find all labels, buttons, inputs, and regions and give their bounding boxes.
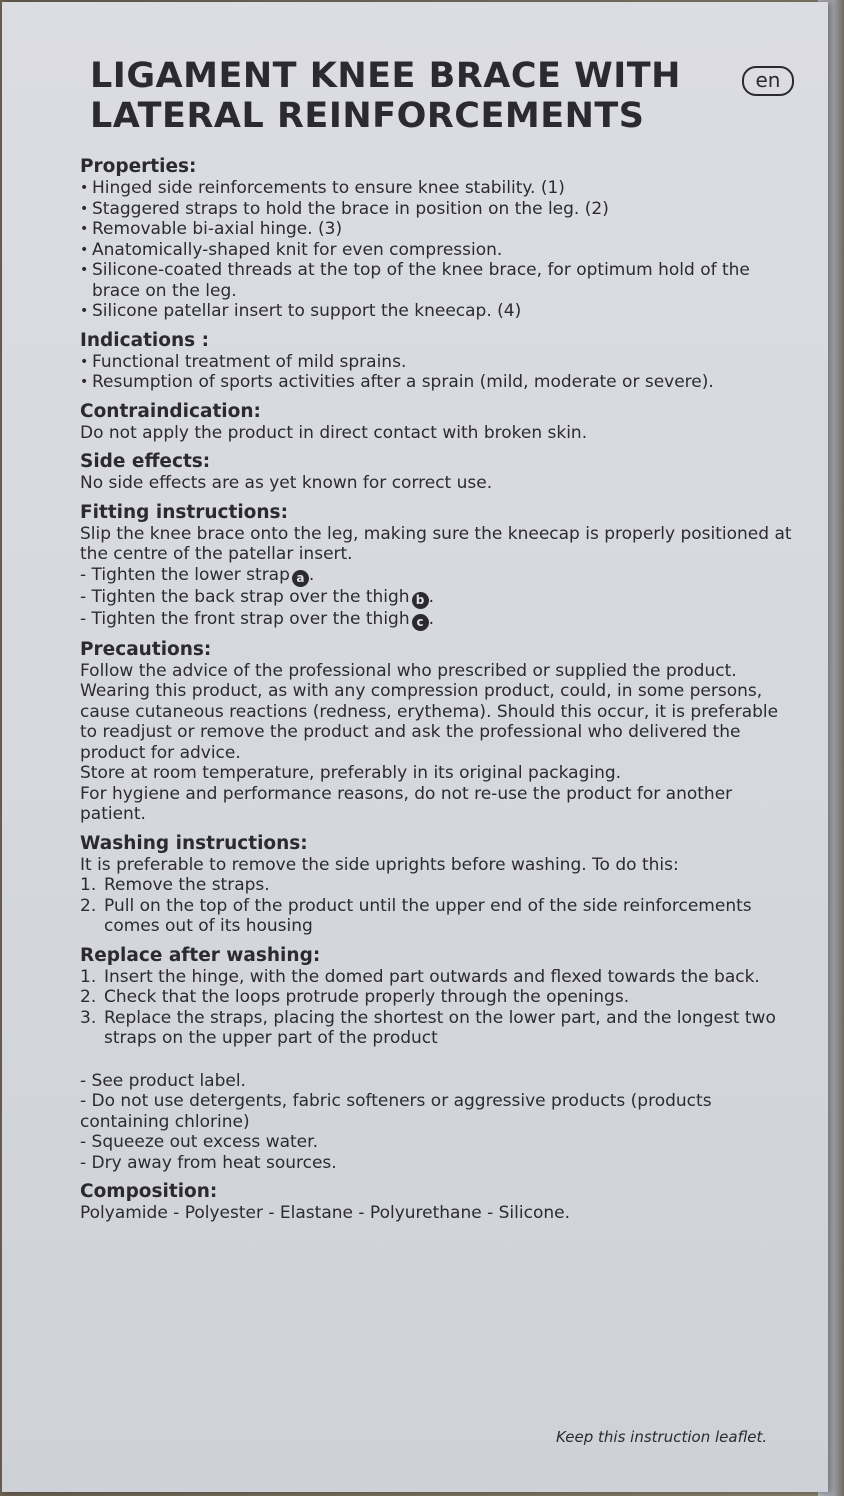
side-effects-section	[80, 451, 796, 494]
list-item: 2. Pull on the top of the product until the upper end of the side reinforcements comes out of its housing	[80, 895, 752, 936]
leaflet-content	[80, 56, 796, 1232]
list-item: • Functional treatment of mild sprains.	[80, 352, 796, 373]
side-effects-text: No side effects are as yet known for correct use.	[80, 473, 493, 493]
side-effects-heading: Side effects:	[80, 451, 211, 472]
list-item: • Removable bi-axial hinge. (3)	[80, 219, 796, 240]
fitting-step-text: - Tighten the lower strap	[80, 564, 290, 585]
composition-section	[80, 1181, 796, 1224]
list-item: • Silicone-coated threads at the top of the knee brace, for optimum hold of the brace on the leg.	[80, 260, 796, 301]
fitting-step-text: - Tighten the back strap over the thigh	[80, 586, 410, 607]
replace-heading: Replace after washing:	[80, 944, 321, 966]
step-text: Insert the hinge, with the domed part outwards and flexed towards the back.	[104, 966, 760, 987]
footer-note: Keep this instruction leaflet.	[556, 1428, 768, 1446]
precautions-section	[80, 639, 796, 825]
replace-section	[80, 945, 796, 1049]
washing-intro: It is preferable to remove the side uprights before washing. To do this:	[80, 854, 679, 875]
contraindication-text: Do not apply the product in direct contact with broken skin.	[80, 422, 588, 443]
contraindication-section	[80, 401, 796, 444]
fitting-step-text: - Tighten the front strap over the thigh	[80, 608, 410, 629]
step-text: Replace the straps, placing the shortest on the lower part, and the longest two straps on the upper part of the product	[104, 1007, 776, 1048]
list-item: • Anatomically-shaped knit for even compression.	[80, 240, 796, 261]
composition-text: Polyamide - Polyester - Elastane - Polyurethane - Silicone.	[80, 1203, 570, 1223]
fitting-text: Slip the knee brace onto the leg, making sure the kneecap is properly positioned at the centre of the patellar insert.	[80, 523, 792, 564]
care-section	[80, 1071, 796, 1174]
list-item: 1. Insert the hinge, with the domed part outwards and flexed towards the back.	[80, 966, 760, 987]
indications-list	[80, 352, 796, 393]
care-item: - Squeeze out excess water.	[80, 1132, 318, 1152]
precautions-paragraph: Store at room temperature, preferably in its original packaging.	[80, 763, 622, 783]
list-item: 2. Check that the loops protrude properly through the openings.	[80, 987, 630, 1007]
language-badge: en	[742, 66, 794, 96]
step-text: Remove the straps.	[104, 875, 270, 895]
marker-a-icon: a	[292, 570, 309, 587]
marker-c-icon: c	[412, 614, 429, 631]
properties-list	[80, 178, 796, 322]
list-item: 3. Replace the straps, placing the shortest on the lower part, and the longest two straps on the upper part of the product	[80, 1007, 776, 1048]
page-title: LIGAMENT KNEE BRACE WITH LATERAL REINFORCEMENTS	[90, 56, 681, 136]
replace-steps	[80, 967, 796, 1049]
step-text: Check that the loops protrude properly through the openings.	[104, 987, 630, 1007]
care-item: - See product label.	[80, 1070, 246, 1091]
contraindication-heading: Contraindication:	[80, 400, 261, 422]
marker-b-icon: b	[412, 592, 429, 609]
fitting-step: - Tighten the back strap over the thigh b .	[80, 586, 434, 607]
list-item: • Silicone patellar insert to support the kneecap. (4)	[80, 301, 796, 322]
care-item: - Do not use detergents, fabric softeners or aggressive products (products containing chlorine)	[80, 1091, 712, 1132]
washing-steps	[80, 875, 796, 937]
precautions-paragraph: Follow the advice of the professional who prescribed or supplied the product. Wearing this product, as with any compression product, could, in some persons, cause cutaneous reactions (redness, erythema). Should this occur, it is preferable to readjust or remove the product and ask the professional who delivered the product for advice.	[80, 660, 779, 763]
precautions-paragraph: For hygiene and performance reasons, do not re-use the product for another patient.	[80, 783, 733, 824]
washing-heading: Washing instructions:	[80, 832, 308, 854]
fitting-step: - Tighten the front strap over the thigh c .	[80, 608, 435, 629]
properties-section	[80, 156, 796, 322]
properties-heading: Properties:	[80, 156, 197, 177]
step-text: Pull on the top of the product until the upper end of the side reinforcements comes out of its housing	[104, 895, 752, 936]
fitting-section	[80, 502, 796, 631]
list-item: • Resumption of sports activities after a sprain (mild, moderate or severe).	[80, 372, 796, 393]
list-item: • Staggered straps to hold the brace in position on the leg. (2)	[80, 199, 796, 220]
fitting-heading: Fitting instructions:	[80, 501, 288, 523]
fitting-step: - Tighten the lower strap a .	[80, 564, 315, 585]
indications-heading: Indications :	[80, 329, 210, 351]
composition-heading: Composition:	[80, 1181, 218, 1202]
list-item: • Hinged side reinforcements to ensure knee stability. (1)	[80, 178, 796, 199]
list-item: 1. Remove the straps.	[80, 875, 270, 895]
care-item: - Dry away from heat sources.	[80, 1152, 337, 1173]
washing-section	[80, 833, 796, 937]
precautions-heading: Precautions:	[80, 638, 212, 660]
indications-section	[80, 330, 796, 393]
